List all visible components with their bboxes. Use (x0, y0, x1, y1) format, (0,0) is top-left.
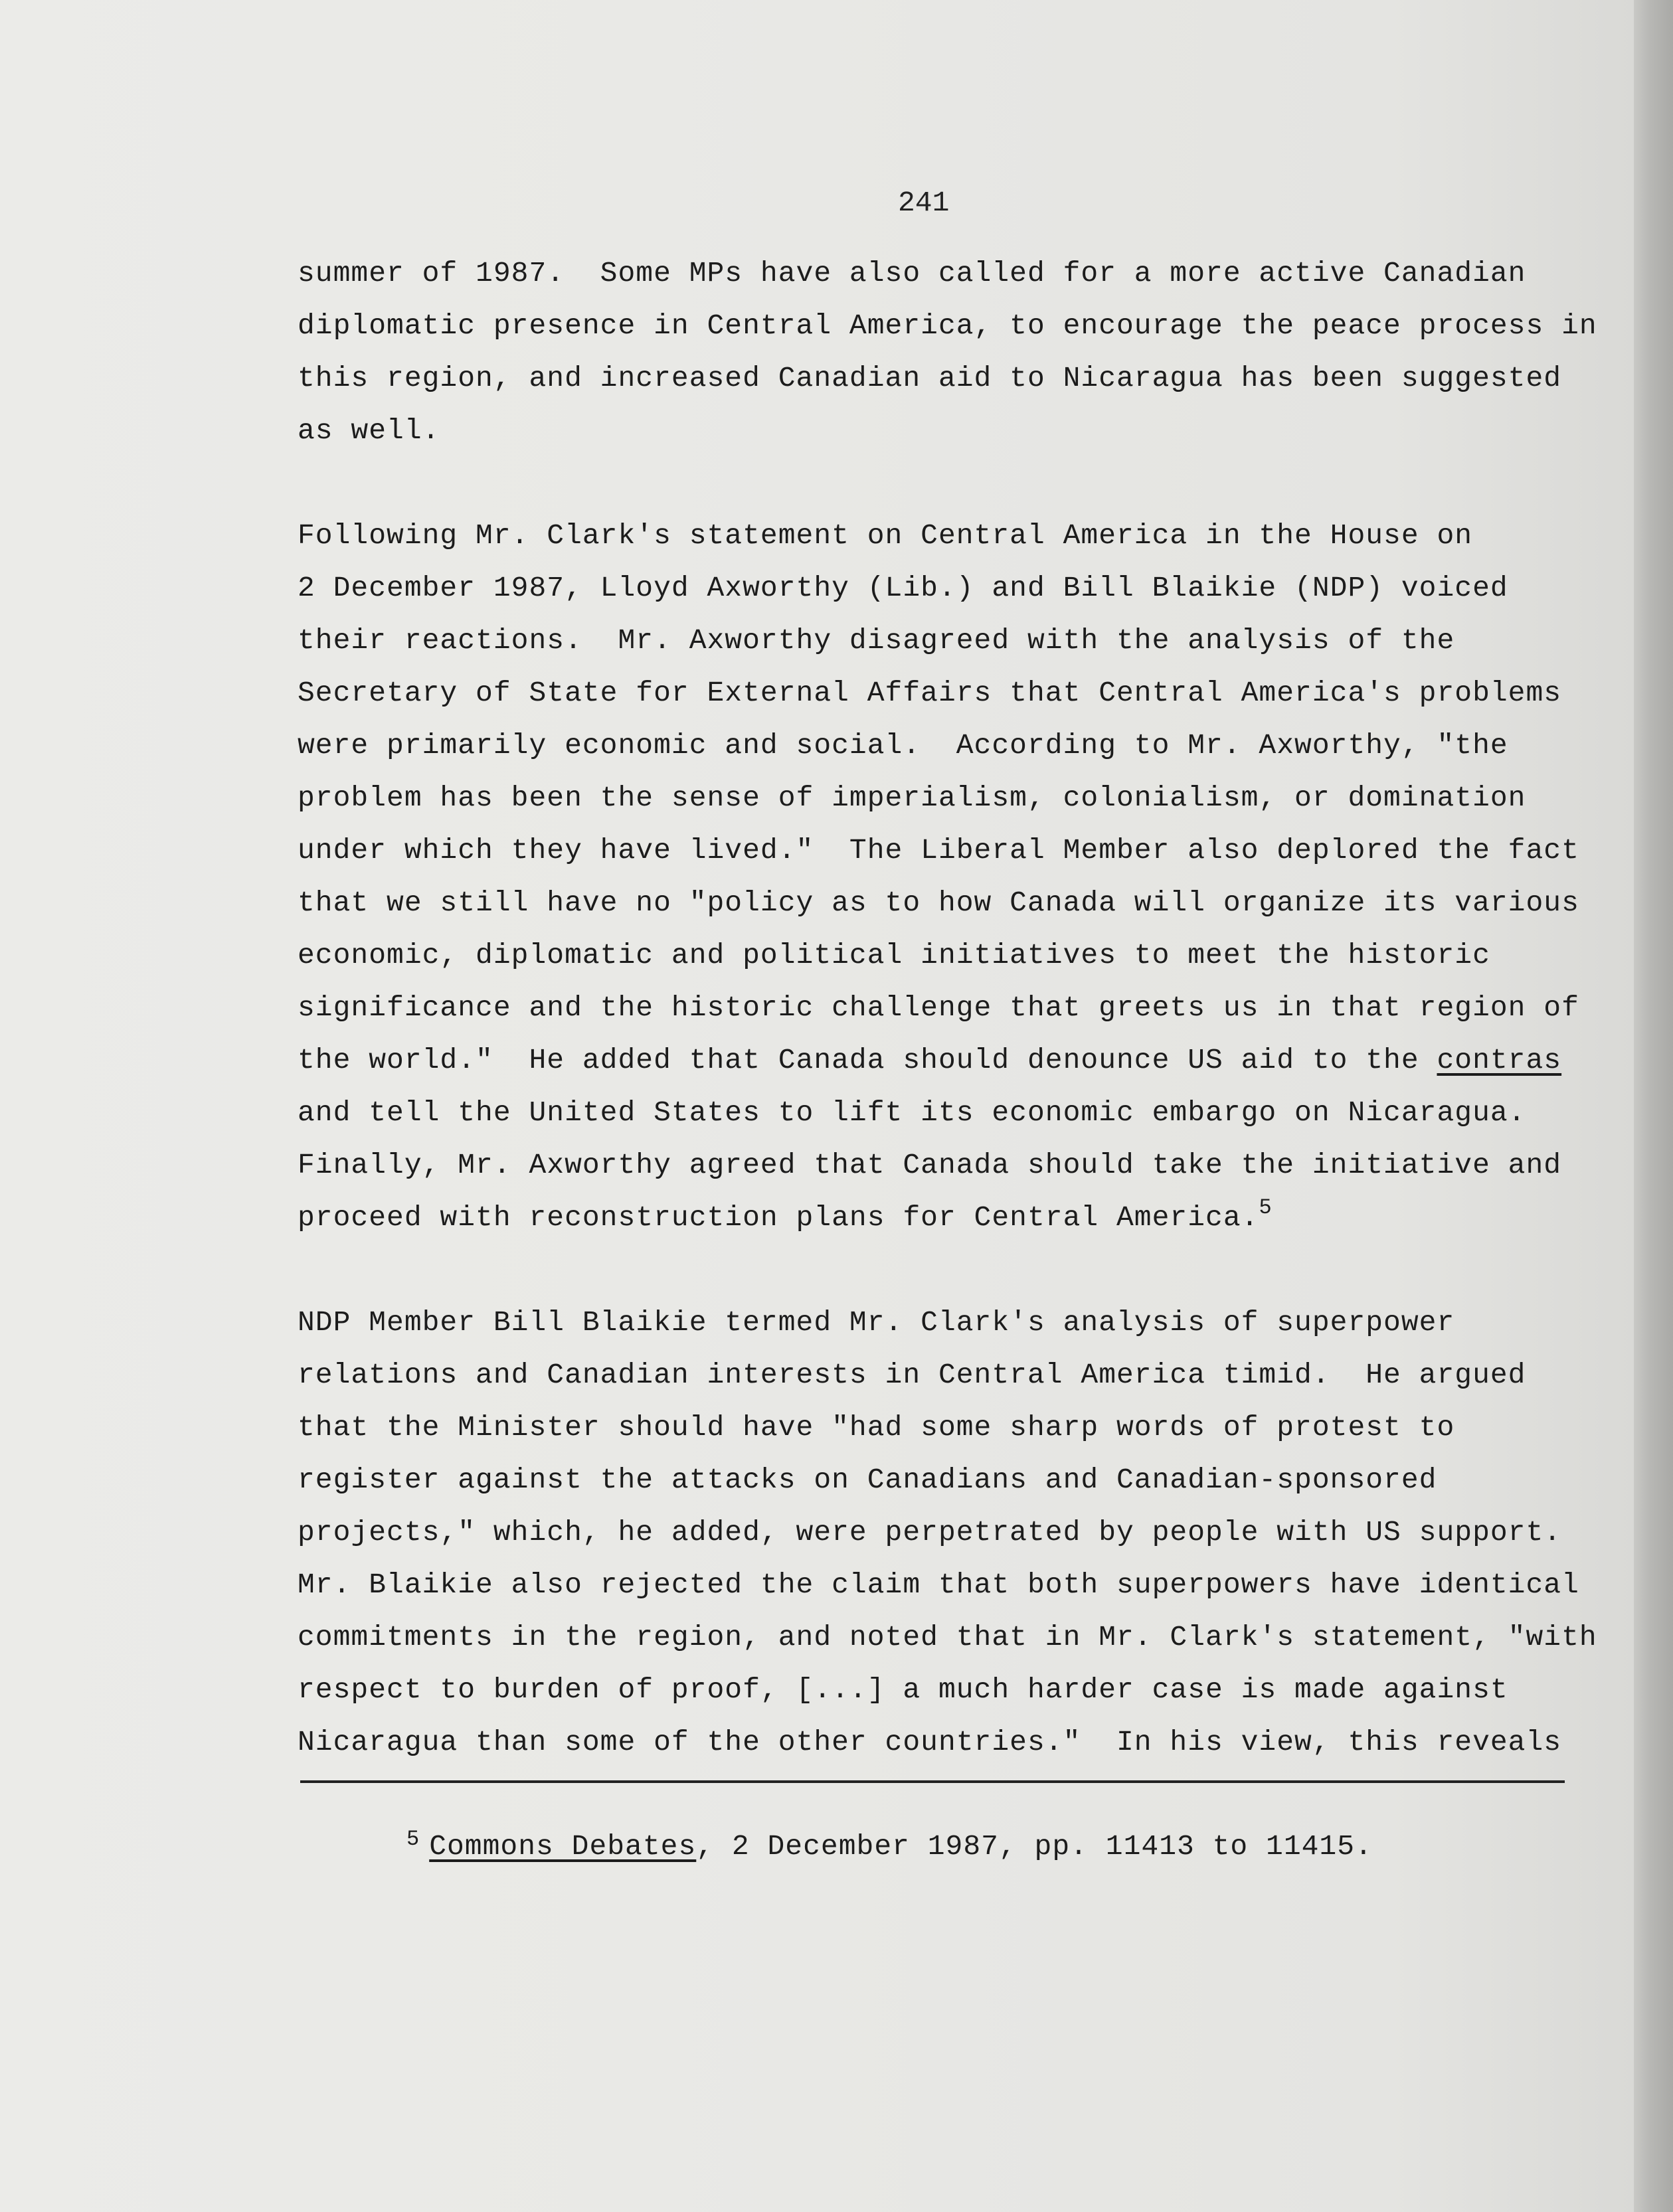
text-fragment: the world." He added that Canada should denounce US aid to the (298, 1044, 1437, 1076)
footnote-divider (300, 1780, 1565, 1783)
text-line: commitments in the region, and noted that in Mr. Clark's statement, "with (298, 1621, 1597, 1654)
footnote-reference: 5 (1259, 1195, 1273, 1220)
text-line (298, 1034, 1573, 1086)
text-line: Finally, Mr. Axworthy agreed that Canada should take the initiative and (298, 1149, 1562, 1181)
text-line: that the Minister should have "had some sharp words of protest to (298, 1411, 1455, 1444)
paragraph-3 (298, 1296, 1597, 1768)
text-line: that we still have no "policy as to how Canada will organize its various (298, 887, 1579, 919)
text-line: and tell the United States to lift its economic embargo on Nicaragua. (298, 1096, 1526, 1129)
text-line: summer of 1987. Some MPs have also called for a more active Canadian (298, 257, 1526, 290)
text-line: under which they have lived." The Liberal Member also deplored the fact (298, 834, 1579, 867)
page-number: 241 (898, 187, 950, 219)
footnote (406, 1820, 1602, 1867)
text-line: their reactions. Mr. Axworthy disagreed with the analysis of the (298, 624, 1455, 657)
text-line: as well. (298, 414, 440, 447)
text-line: 2 December 1987, Lloyd Axworthy (Lib.) and Bill Blaikie (NDP) voiced (298, 572, 1508, 604)
text-line: relations and Canadian interests in Central America timid. He argued (298, 1359, 1526, 1391)
text-line: Following Mr. Clark's statement on Central America in the House on (298, 519, 1473, 552)
text-line: Nicaragua than some of the other countries." In his view, this reveals (298, 1726, 1562, 1758)
text-line: diplomatic presence in Central America, to encourage the peace process in (298, 309, 1597, 342)
paragraph-2 (298, 509, 1579, 1244)
text-line: projects," which, he added, were perpetrated by people with US support. (298, 1516, 1562, 1549)
text-line: economic, diplomatic and political initiatives to meet the historic (298, 939, 1490, 972)
text-line: respect to burden of proof, [...] a much harder case is made against (298, 1673, 1508, 1706)
text-line: Secretary of State for External Affairs that Central America's problems (298, 677, 1562, 709)
text-line: this region, and increased Canadian aid to Nicaragua has been suggested (298, 362, 1562, 394)
page-edge-shadow (1634, 0, 1673, 2212)
text-line: register against the attacks on Canadians and Canadian-sponsored (298, 1464, 1437, 1496)
footnote-mark: 5 (406, 1827, 420, 1851)
text-line: problem has been the sense of imperialism, colonialism, or domination (298, 782, 1526, 814)
text-line: were primarily economic and social. According to Mr. Axworthy, "the (298, 729, 1508, 762)
body-text (298, 247, 1597, 1821)
text-line: NDP Member Bill Blaikie termed Mr. Clark's analysis of superpower (298, 1306, 1455, 1339)
text-line (298, 1191, 1573, 1244)
footnote-citation: , 2 December 1987, pp. 11413 to 11415. (696, 1830, 1373, 1863)
paragraph-1 (298, 247, 1597, 457)
text-line: significance and the historic challenge that greets us in that region of (298, 991, 1579, 1024)
text-fragment: proceed with reconstruction plans for Central America. (298, 1201, 1259, 1234)
text-line: Mr. Blaikie also rejected the claim that both superpowers have identical (298, 1569, 1579, 1601)
footnote-source-title: Commons Debates (429, 1830, 697, 1863)
underlined-term-contras: contras (1437, 1044, 1562, 1076)
